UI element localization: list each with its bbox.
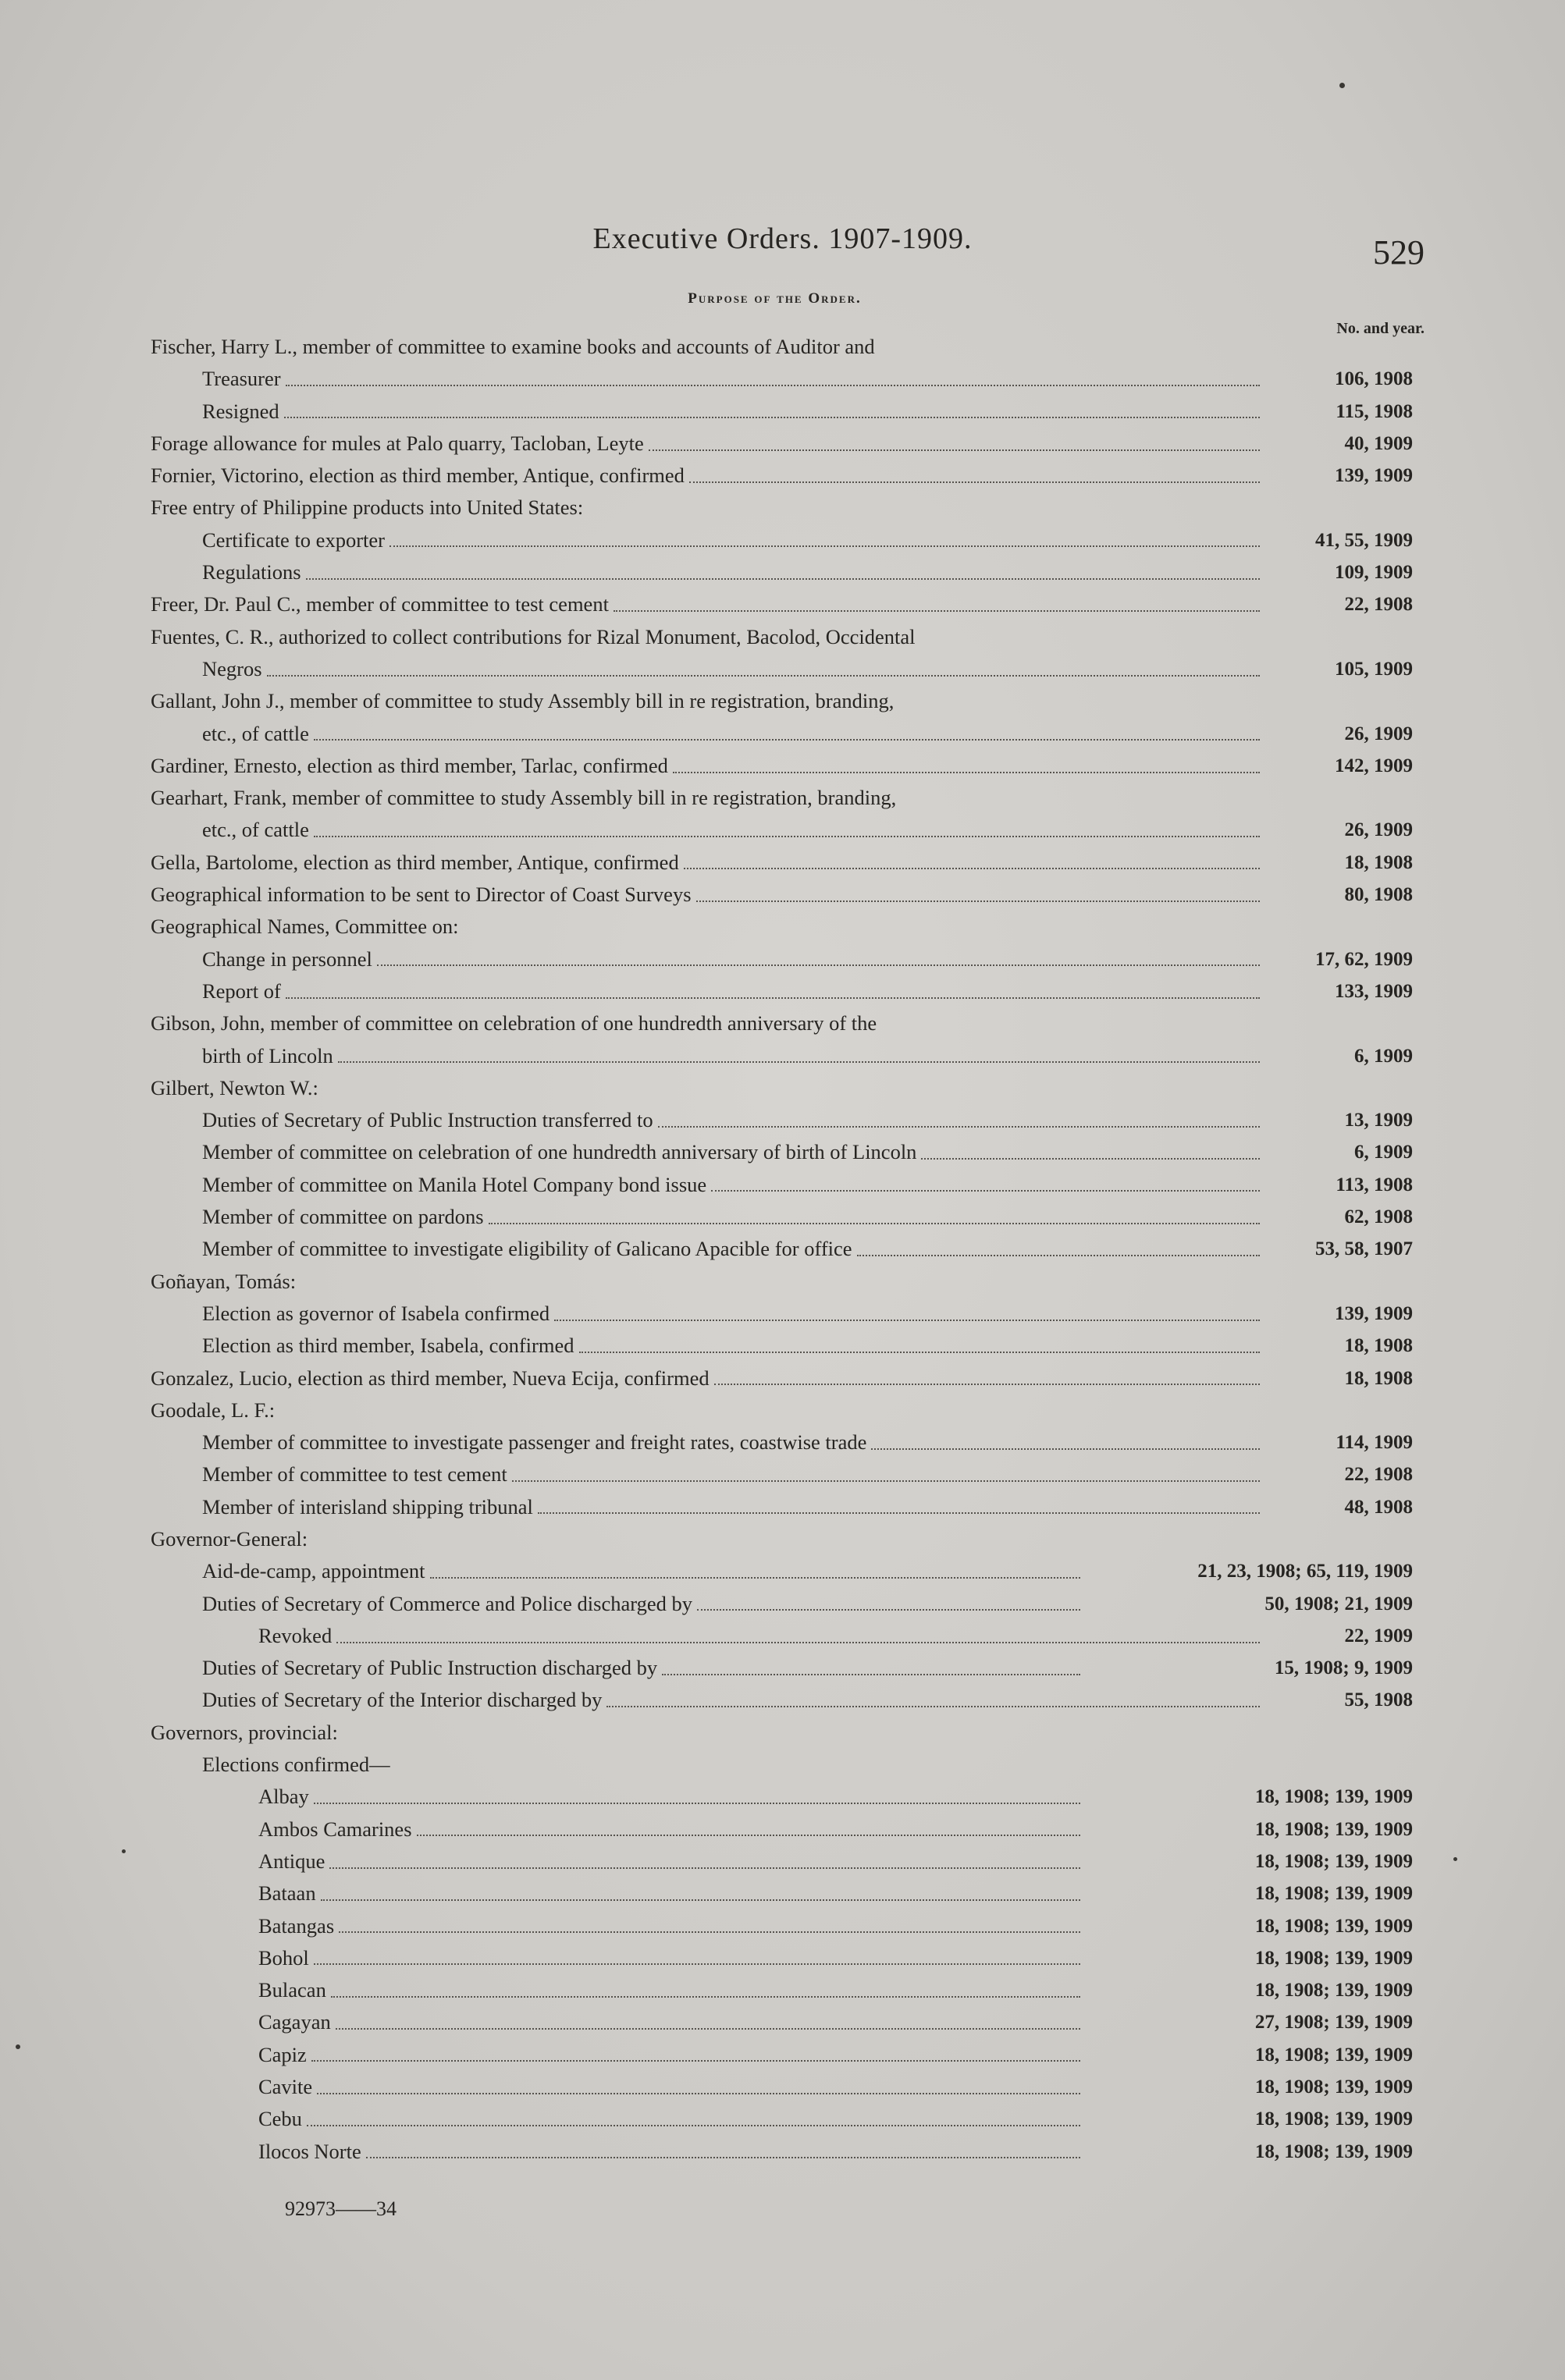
entry-reference: 139, 1909 [1335,1302,1413,1324]
entry-reference: 18, 1908; 139, 1909 [1254,1850,1413,1872]
entry-text-row [151,1007,1413,1039]
entry-reference: 55, 1908 [1344,1689,1413,1711]
entry-label: Cavite [258,2075,313,2099]
entry-text-row [202,1588,1085,1620]
entry-text-row [151,588,1264,620]
dot-leader [377,964,1260,966]
entry-reference: 105, 1909 [1335,658,1413,680]
entry-label: Election as third member, Isabela, confirmed [202,1334,574,1358]
entry-text-row [258,1910,1085,1942]
entry-label: Fischer, Harry L., member of committee to examine books and accounts of Auditor and [151,335,875,358]
index-entry [151,1749,1413,1781]
entry-text-row [151,1362,1264,1394]
signature-mark: 92973——34 [285,2197,397,2220]
dot-leader [321,1899,1080,1901]
dot-leader [339,1931,1080,1933]
index-entry [151,524,1413,556]
entry-text-row [202,1684,1264,1716]
entry-text-row [202,1169,1264,1201]
index-entry [151,1588,1413,1620]
entry-label: Gearhart, Frank, member of committee to study Assembly bill in re registration, branding, [151,786,897,810]
entry-label: Resigned [202,399,279,423]
index-entry [151,847,1413,879]
index-entry [151,1717,1413,1749]
dot-leader [714,1384,1260,1385]
index-entry [151,1620,1413,1652]
entry-label: Ilocos Norte [258,2139,361,2163]
dot-leader [317,2093,1080,2094]
entry-label: Bulacan [258,1978,326,2002]
entry-text-row [202,718,1264,750]
entry-label: Bohol [258,1945,309,1970]
index-entry [151,1652,1413,1684]
entry-text-row [151,911,1413,943]
entry-label: Regulations [202,560,301,584]
entry-text-row [151,847,1264,879]
dot-leader [696,900,1260,902]
dot-leader [673,772,1260,773]
dot-leader [538,1512,1260,1514]
entry-label: Fuentes, C. R., authorized to collect contributions for Rizal Monument, Bacolod, Occidental [151,624,916,648]
page-number: 529 [1373,233,1425,272]
dot-leader [430,1577,1080,1579]
index-entry [151,718,1413,750]
index-entry [151,1491,1413,1523]
print-speck [1339,83,1345,88]
page-header [140,217,1425,272]
entry-reference: 18, 1908; 139, 1909 [1254,2140,1413,2162]
entry-text-row [202,1491,1264,1523]
dot-leader [314,1963,1080,1965]
entry-text-row [151,492,1413,524]
dot-leader [331,1996,1080,1998]
entry-text-row [151,1717,1413,1749]
dot-leader [314,1803,1080,1804]
entry-text-row [258,2071,1085,2103]
entry-text-row [202,1298,1264,1330]
entry-label: Goodale, L. F.: [151,1398,276,1422]
entry-label: Certificate to exporter [202,528,385,552]
index-entry [151,1394,1413,1426]
dot-leader [286,997,1260,999]
index-entry [151,814,1413,846]
entry-label: Member of interisland shipping tribunal [202,1494,533,1519]
entry-label: Governors, provincial: [151,1720,338,1744]
entry-reference: 15, 1908; 9, 1909 [1274,1657,1413,1679]
entry-label: Member of committee on pardons [202,1205,484,1229]
entry-reference: 18, 1908; 139, 1909 [1254,2108,1413,2130]
index-entry [151,2103,1413,2135]
entry-reference: 62, 1908 [1344,1206,1413,1228]
entry-text-row [151,750,1264,782]
index-entry [151,1266,1413,1298]
entry-label: Cagayan [258,2010,331,2034]
print-speck [122,1849,126,1853]
entry-label: Albay [258,1785,309,1809]
index-entry [151,1169,1413,1201]
entry-reference: 48, 1908 [1344,1496,1413,1518]
index-entry [151,2006,1413,2038]
entry-label: Member of committee to investigate eligibility of Galicano Apacible for office [202,1237,852,1261]
dot-leader [711,1190,1260,1192]
entry-text-row [202,1555,1085,1587]
entry-text-row [258,1620,1264,1652]
entry-reference: 18, 1908; 139, 1909 [1254,1980,1413,2002]
entry-text-row [202,1233,1264,1265]
entry-label: etc., of cattle [202,721,309,745]
entry-reference: 133, 1909 [1335,980,1413,1002]
entry-label: Member of committee on celebration of one hundredth anniversary of birth of Lincoln [202,1140,917,1164]
index-entry [151,1781,1413,1813]
index-entry [151,879,1413,911]
entry-reference: 139, 1909 [1335,465,1413,487]
entry-label: Gella, Bartolome, election as third member, Antique, confirmed [151,850,679,874]
entry-reference: 106, 1908 [1335,368,1413,390]
index-entry [151,1007,1413,1039]
entry-label: Gallant, John J., member of committee to study Assembly bill in re registration, branding, [151,689,895,713]
index-entry [151,2039,1413,2071]
dot-leader [658,1126,1260,1128]
index-entry [151,2071,1413,2103]
index-entry [151,1233,1413,1265]
entry-reference: 18, 1908; 139, 1909 [1254,1818,1413,1840]
entry-text-row [151,782,1413,814]
entry-text-row [258,2039,1085,2071]
entry-text-row [258,2136,1085,2168]
entry-reference: 18, 1908 [1344,851,1413,873]
reference-column-heading: No. and year. [1336,320,1425,337]
entry-text-row [202,814,1264,846]
dot-leader [286,385,1260,386]
entry-label: Gibson, John, member of committee on celebration of one hundredth anniversary of the [151,1011,877,1035]
entry-label: birth of Lincoln [202,1043,333,1067]
entry-label: Goñayan, Tomás: [151,1269,297,1293]
index-entry [151,1426,1413,1458]
entry-text-row [202,653,1264,685]
entry-text-row [151,1266,1413,1298]
dot-leader [689,481,1260,483]
entry-reference: 114, 1909 [1336,1432,1413,1454]
dot-leader [697,1609,1080,1611]
entry-label: Revoked [258,1623,333,1647]
entry-text-row [202,396,1264,428]
index-entry [151,653,1413,685]
entry-reference: 18, 1908; 139, 1909 [1254,1915,1413,1937]
entry-label: Gilbert, Newton W.: [151,1075,318,1099]
entry-label: etc., of cattle [202,818,309,842]
dot-leader [307,2125,1080,2126]
entry-reference: 26, 1909 [1344,819,1413,841]
entry-text-row [202,1330,1264,1362]
index-entry [151,1523,1413,1555]
entry-reference: 6, 1909 [1354,1142,1413,1163]
print-speck [16,2044,20,2049]
index-entry [151,1040,1413,1072]
index-entry [151,2136,1413,2168]
dot-leader [336,2028,1080,2030]
entry-label: Member of committee on Manila Hotel Company bond issue [202,1172,707,1196]
dot-leader [649,449,1260,451]
entry-reference: 21, 23, 1908; 65, 119, 1909 [1197,1561,1413,1583]
entry-text-row [151,685,1413,717]
entry-label: Governor-General: [151,1526,308,1551]
entry-label: Aid-de-camp, appointment [202,1559,425,1583]
entry-text-row [202,943,1264,975]
dot-leader [871,1448,1260,1450]
entry-text-row [202,524,1264,556]
index-entry [151,943,1413,975]
entry-reference: 22, 1908 [1344,594,1413,616]
entry-reference: 142, 1909 [1335,755,1413,776]
entry-label: Treasurer [202,367,281,391]
index-entry [151,1072,1413,1104]
entry-text-row [258,1877,1085,1909]
entry-text-row [151,331,1413,363]
index-entry [151,782,1413,814]
dot-leader [314,836,1260,837]
entry-label: Ambos Camarines [258,1817,412,1841]
index-entry [151,460,1413,492]
entry-label: Elections confirmed— [202,1753,390,1777]
entry-label: Gonzalez, Lucio, election as third member, Nueva Ecija, confirmed [151,1366,710,1390]
entry-label: Election as governor of Isabela confirmed [202,1301,550,1325]
entry-reference: 40, 1909 [1344,432,1413,454]
entry-reference: 115, 1908 [1336,400,1413,422]
entry-label: Duties of Secretary of the Interior discharged by [202,1688,603,1712]
entry-text-row [202,1136,1264,1168]
entry-text-row [202,1104,1264,1136]
entry-reference: 26, 1909 [1344,723,1413,744]
entry-reference: 27, 1908; 139, 1909 [1254,2012,1413,2034]
index-entry [151,1942,1413,1974]
index-entry [151,911,1413,943]
entry-text-row [202,1652,1085,1684]
dot-leader [366,2157,1080,2158]
entry-reference: 53, 58, 1907 [1315,1238,1413,1260]
dot-leader [267,675,1260,677]
entry-text-row [202,1458,1264,1490]
print-speck [1453,1857,1457,1861]
entry-reference: 109, 1909 [1335,562,1413,584]
entry-reference: 113, 1908 [1336,1174,1413,1195]
entry-label: Freer, Dr. Paul C., member of committee to test cement [151,592,609,616]
entry-label: Duties of Secretary of Commerce and Police discharged by [202,1591,692,1615]
dot-leader [512,1480,1260,1482]
entry-label: Geographical information to be sent to Director of Coast Surveys [151,883,692,907]
entry-text-row [202,1426,1264,1458]
index-entry [151,621,1413,653]
index-entry [151,1813,1413,1845]
entry-reference: 17, 62, 1909 [1315,948,1413,970]
dot-leader [614,610,1260,612]
entry-text-row [258,1813,1085,1845]
dot-leader [606,1706,1260,1707]
dot-leader [579,1352,1261,1353]
entry-label: Geographical Names, Committee on: [151,915,459,939]
entry-text-row [258,1781,1085,1813]
entry-reference: 18, 1908; 139, 1909 [1254,1947,1413,1969]
index-entry [151,396,1413,428]
index-entry [151,1555,1413,1587]
entry-text-row [151,879,1264,911]
entry-reference: 18, 1908 [1344,1335,1413,1357]
entry-text-row [202,1749,1413,1781]
entry-text-row [151,1072,1413,1104]
entry-text-row [151,460,1264,492]
entry-reference: 50, 1908; 21, 1909 [1264,1593,1413,1614]
entry-label: Duties of Secretary of Public Instruction discharged by [202,1656,658,1680]
index-entry [151,1974,1413,2006]
dot-leader [684,868,1260,869]
entry-text-row [151,1394,1413,1426]
dot-leader [336,1642,1260,1643]
dot-leader [338,1061,1260,1063]
index-entry [151,1877,1413,1909]
entry-text-row [202,1201,1264,1233]
entry-label: Member of committee to investigate passenger and freight rates, coastwise trade [202,1430,867,1455]
entry-label: Forage allowance for mules at Palo quarry, Tacloban, Leyte [151,431,644,455]
dot-leader [921,1158,1260,1160]
index-entry [151,685,1413,717]
index-entries [151,331,1413,2168]
entry-reference: 18, 1908; 139, 1909 [1254,1786,1413,1808]
index-entry [151,588,1413,620]
entry-label: Bataan [258,1881,316,1906]
dot-leader [389,545,1260,547]
entry-reference: 22, 1909 [1344,1625,1413,1646]
dot-leader [329,1867,1080,1869]
index-entry [151,1104,1413,1136]
entry-label: Report of [202,979,281,1003]
entry-reference: 13, 1909 [1344,1110,1413,1131]
dot-leader [857,1255,1260,1256]
index-entry [151,1910,1413,1942]
entry-text-row [151,1523,1413,1555]
entry-label: Member of committee to test cement [202,1462,507,1487]
entry-reference: 22, 1908 [1344,1464,1413,1486]
entry-label: Duties of Secretary of Public Instruction transferred to [202,1108,653,1132]
entry-text-row [258,1942,1085,1974]
entry-reference: 18, 1908; 139, 1909 [1254,2076,1413,2098]
entry-label: Antique [258,1849,325,1873]
running-head: Executive Orders. 1907-1909. [592,222,973,255]
entry-text-row [151,621,1413,653]
index-entry [151,975,1413,1007]
index-entry [151,1298,1413,1330]
entry-label: Gardiner, Ernesto, election as third member, Tarlac, confirmed [151,753,668,777]
entry-text-row [258,2103,1085,2135]
column-subheading: Purpose of the Order. [688,290,862,307]
entry-text-row [258,1974,1085,2006]
index-entry [151,1362,1413,1394]
dot-leader [489,1223,1260,1224]
index-entry [151,1330,1413,1362]
entry-reference: 18, 1908 [1344,1367,1413,1389]
dot-leader [417,1835,1080,1836]
entry-label: Free entry of Philippine products into United States: [151,496,584,520]
index-entry [151,556,1413,588]
dot-leader [662,1674,1080,1675]
entry-text-row [258,2006,1085,2038]
entry-label: Negros [202,656,262,680]
entry-reference: 18, 1908; 139, 1909 [1254,1883,1413,1905]
entry-label: Cebu [258,2107,302,2131]
dot-leader [314,739,1260,741]
entry-label: Capiz [258,2042,307,2066]
entry-label: Batangas [258,1913,335,1938]
entry-reference: 41, 55, 1909 [1315,529,1413,551]
dot-leader [306,578,1260,580]
index-entry [151,492,1413,524]
index-entry [151,1136,1413,1168]
index-entry [151,1201,1413,1233]
index-entry [151,363,1413,395]
dot-leader [554,1320,1260,1321]
entry-reference: 18, 1908; 139, 1909 [1254,2044,1413,2066]
dot-leader [284,417,1260,418]
index-entry [151,1684,1413,1716]
entry-text-row [202,363,1264,395]
index-entry [151,1458,1413,1490]
index-entry [151,331,1413,363]
entry-label: Change in personnel [202,947,372,971]
index-entry [151,1845,1413,1877]
entry-text-row [202,556,1264,588]
entry-reference: 80, 1908 [1344,884,1413,906]
entry-label: Fornier, Victorino, election as third member, Antique, confirmed [151,464,685,488]
entry-text-row [151,428,1264,460]
entry-text-row [258,1845,1085,1877]
entry-reference: 6, 1909 [1354,1045,1413,1067]
index-entry [151,750,1413,782]
entry-text-row [202,1040,1264,1072]
index-entry [151,428,1413,460]
entry-text-row [202,975,1264,1007]
dot-leader [311,2060,1080,2062]
